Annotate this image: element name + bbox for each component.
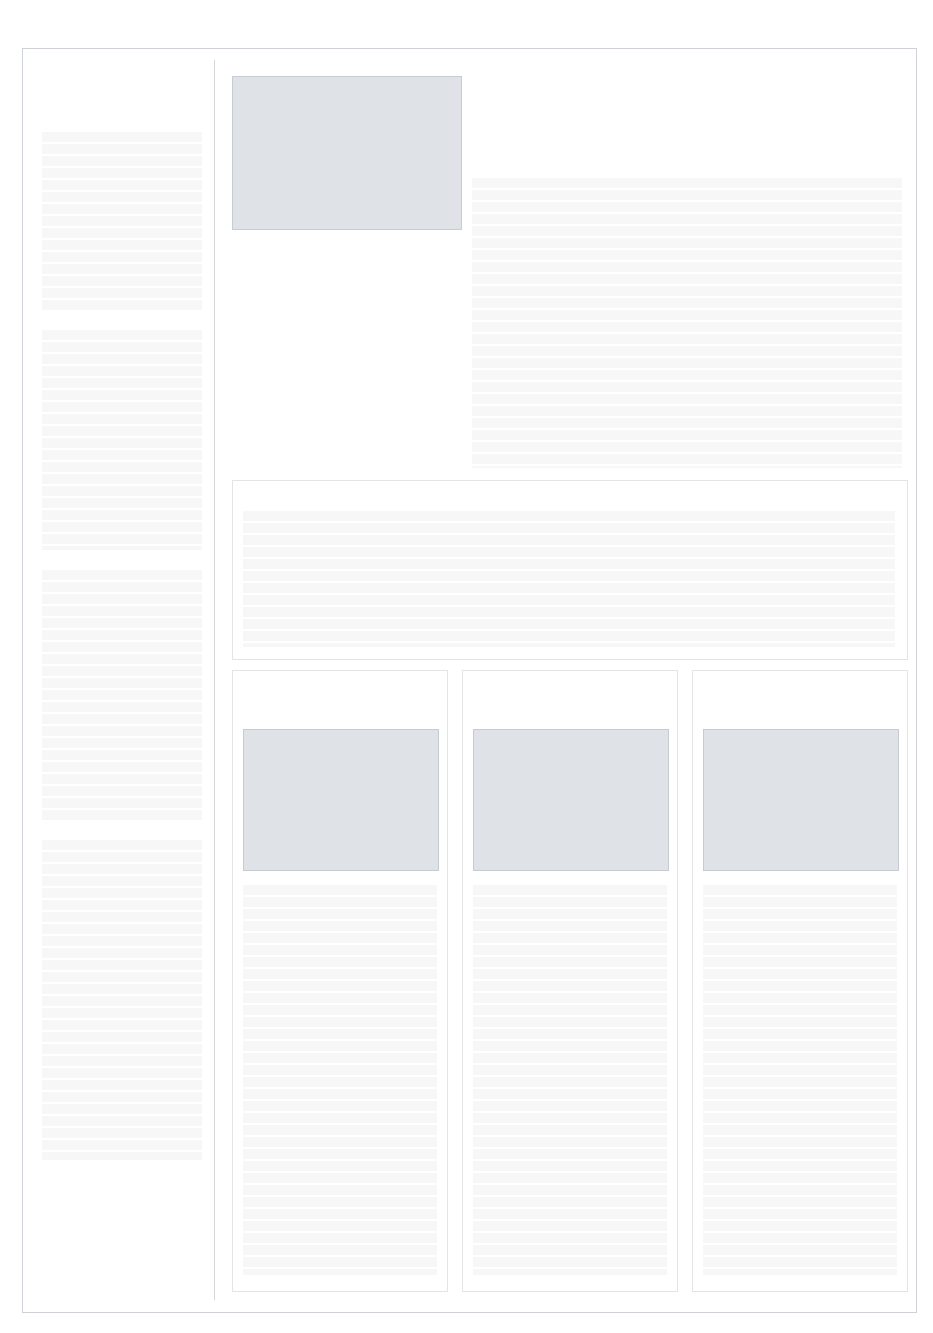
secondary-text: [243, 511, 895, 647]
sidebar: [30, 60, 215, 1300]
secondary-story: [232, 480, 908, 660]
bottom-middle-text: [473, 885, 667, 1275]
sidebar-text-4: [42, 840, 202, 1160]
bottom-right-photo: [703, 729, 899, 871]
bottom-right-text: [703, 885, 897, 1275]
lead-photo: [232, 76, 462, 230]
bottom-col-left: [232, 670, 448, 1292]
bottom-left-photo: [243, 729, 439, 871]
sidebar-text-3: [42, 570, 202, 820]
lead-text: [472, 178, 902, 468]
sidebar-text-2: [42, 330, 202, 550]
main-content: [232, 60, 906, 1300]
bottom-col-right: [692, 670, 908, 1292]
bottom-col-middle: [462, 670, 678, 1292]
bottom-middle-photo: [473, 729, 669, 871]
sidebar-text-1: [42, 132, 202, 312]
bottom-left-text: [243, 885, 437, 1275]
